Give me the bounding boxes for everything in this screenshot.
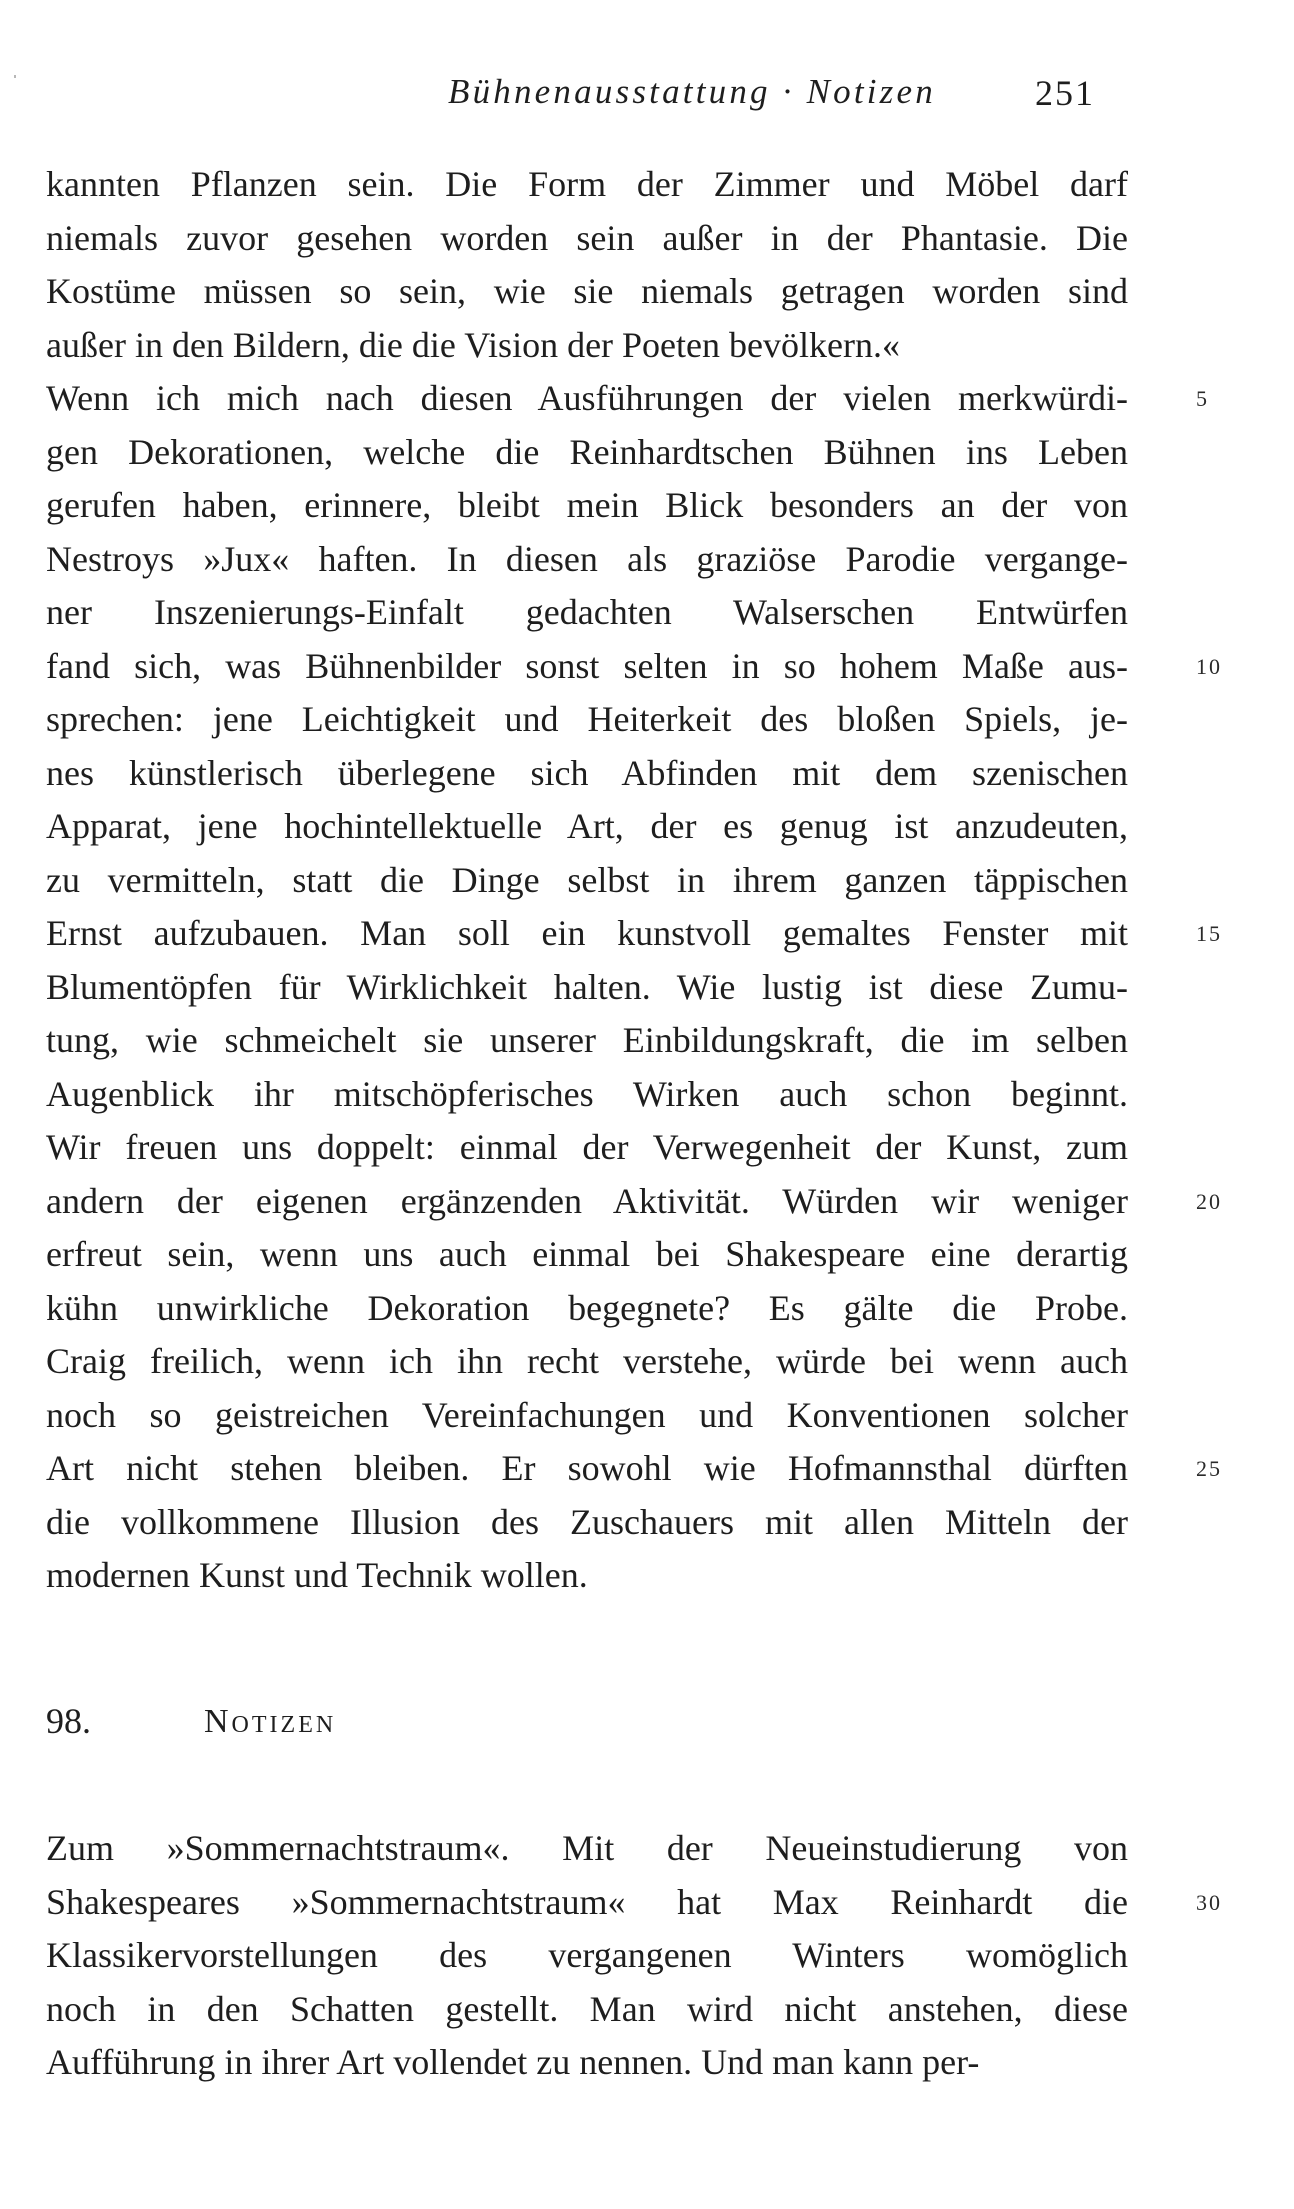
line-text: Blumentöpfen für Wirklichkeit halten. Wie lustig ist diese Zumu- — [46, 966, 1128, 1007]
line-text: andern der eigenen ergänzenden Aktivität. Würden wir weniger — [46, 1180, 1128, 1221]
text-line — [46, 1228, 1128, 1282]
running-title: Bühnenausstattung · Notizen — [448, 72, 936, 111]
line-number: 15 — [1196, 921, 1222, 946]
text-line — [46, 426, 1128, 480]
text-line — [46, 479, 1128, 533]
line-text: Kostüme müssen so sein, wie sie niemals getragen worden sind — [46, 271, 1128, 311]
line-text: Wenn ich mich nach diesen Ausführungen der vielen merkwürdi- — [46, 378, 1128, 418]
line-text: gen Dekorationen, welche die Reinhardtschen Bühnen ins Leben — [46, 431, 1128, 472]
line-text: noch in den Schatten gestellt. Man wird nicht anstehen, diese — [46, 1988, 1128, 2029]
text-line — [46, 800, 1128, 854]
text-line — [46, 640, 1222, 694]
line-text: Klassikervorstellungen des vergangenen Winters womöglich — [46, 1935, 1128, 1975]
text-line — [46, 1929, 1128, 1983]
text-block — [46, 158, 1222, 2090]
text-line — [46, 1442, 1222, 1496]
line-text: nes künstlerisch überlegene sich Abfinden mit dem szenischen — [46, 752, 1128, 793]
line-text: kannten Pflanzen sein. Die Form der Zimmer und Möbel darf — [46, 164, 1128, 204]
line-text: ner Inszenierungs-Einfalt gedachten Walserschen Entwürfen — [46, 592, 1128, 632]
section-spacer — [46, 1603, 1128, 1695]
line-number: 30 — [1196, 1889, 1222, 1915]
text-line — [46, 854, 1128, 908]
page-number: 251 — [1035, 73, 1095, 113]
line-text: Wir freuen uns doppelt: einmal der Verwegenheit der Kunst, zum — [46, 1127, 1128, 1167]
text-line — [46, 747, 1128, 801]
line-text: tung, wie schmeichelt sie unserer Einbildungskraft, die im selben — [46, 1020, 1128, 1060]
line-text: zu vermitteln, statt die Dinge selbst in ihrem ganzen täppischen — [46, 859, 1128, 900]
text-line — [46, 372, 1209, 426]
line-text: Ernst aufzubauen. Man soll ein kunstvoll gemaltes Fenster mit — [46, 913, 1128, 953]
section-paragraph — [46, 1822, 1222, 2090]
text-line — [46, 533, 1128, 587]
line-text: modernen Kunst und Technik wollen. — [46, 1555, 588, 1595]
text-line — [46, 1549, 1128, 1603]
line-text: die vollkommene Illusion des Zuschauers mit allen Mitteln der — [46, 1501, 1128, 1542]
text-line — [46, 961, 1128, 1015]
line-text: fand sich, was Bühnenbilder sonst selten in so hohem Maße aus- — [46, 645, 1128, 686]
line-text: erfreut sein, wenn uns auch einmal bei Shakespeare eine derartig — [46, 1234, 1128, 1274]
text-line — [46, 1335, 1128, 1389]
line-text: Nestroys »Jux« haften. In diesen als graziöse Parodie vergange- — [46, 538, 1128, 579]
heading-spacer — [46, 1748, 1128, 1822]
section-title: Notizen — [204, 1702, 337, 1740]
text-line — [46, 1014, 1128, 1068]
text-line — [46, 1876, 1222, 1930]
text-line — [46, 1822, 1128, 1876]
line-text: Augenblick ihr mitschöpferisches Wirken auch schon beginnt. — [46, 1073, 1128, 1114]
line-number: 5 — [1196, 386, 1209, 411]
line-text: Apparat, jene hochintellektuelle Art, der es genug ist anzudeuten, — [46, 806, 1128, 846]
text-line — [46, 319, 1128, 373]
text-line — [46, 2036, 1128, 2090]
line-text: niemals zuvor gesehen worden sein außer in der Phantasie. Die — [46, 217, 1128, 258]
text-line — [46, 1282, 1128, 1336]
line-text: noch so geistreichen Vereinfachungen und Konventionen solcher — [46, 1394, 1128, 1435]
scan-speck — [14, 75, 16, 78]
running-head — [300, 66, 1180, 126]
text-line — [46, 1983, 1128, 2037]
line-text: gerufen haben, erinnere, bleibt mein Blick besonders an der von — [46, 485, 1128, 525]
text-line — [46, 1121, 1128, 1175]
text-line — [46, 1175, 1222, 1229]
section-heading — [46, 1695, 1128, 1749]
text-line — [46, 907, 1222, 961]
text-line — [46, 1068, 1128, 1122]
line-number: 20 — [1196, 1188, 1222, 1214]
text-line — [46, 693, 1128, 747]
section-number: 98. — [46, 1700, 91, 1741]
text-line — [46, 265, 1128, 319]
text-line — [46, 212, 1128, 266]
line-text: Shakespeares »Sommernachtstraum« hat Max Reinhardt die — [46, 1881, 1128, 1922]
line-text: außer in den Bildern, die die Vision der Poeten bevölkern.« — [46, 324, 900, 365]
line-text: Art nicht stehen bleiben. Er sowohl wie Hofmannsthal dürften — [46, 1448, 1128, 1488]
line-text: sprechen: jene Leichtigkeit und Heiterkeit des bloßen Spiels, je- — [46, 699, 1128, 739]
text-line — [46, 158, 1128, 212]
line-number: 10 — [1196, 653, 1222, 679]
body-paragraphs — [46, 158, 1222, 1603]
line-text: Zum »Sommernachtstraum«. Mit der Neueinstudierung von — [46, 1828, 1128, 1868]
text-line — [46, 586, 1128, 640]
line-text: kühn unwirkliche Dekoration begegnete? Es gälte die Probe. — [46, 1287, 1128, 1328]
line-text: Craig freilich, wenn ich ihn recht verstehe, würde bei wenn auch — [46, 1341, 1128, 1381]
text-line — [46, 1389, 1128, 1443]
line-text: Aufführung in ihrer Art vollendet zu nennen. Und man kann per- — [46, 2042, 980, 2082]
line-number: 25 — [1196, 1456, 1222, 1481]
text-line — [46, 1496, 1128, 1550]
